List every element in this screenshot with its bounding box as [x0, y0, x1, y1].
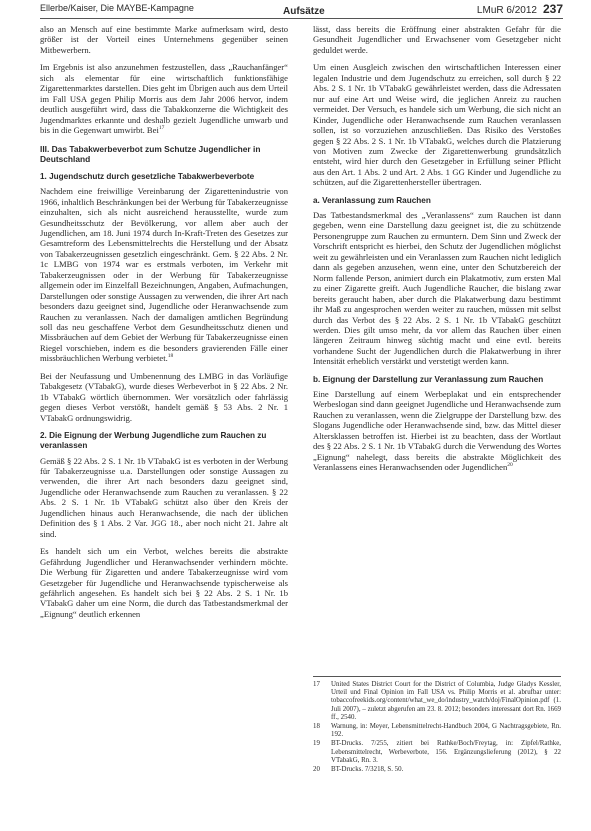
paragraph-text: Im Ergebnis ist also anzunehmen festzustellen, dass „Rauchanfänger“ sich als elementar für eine wirtschaftlich funktionsfähige Zigarettenmarktes darstellen. Dies geht im Übrigen auch aus dem Urteil im Fall USA gegen Philip Morris aus dem Jahr 2006 hervor, indem deutlich ausgeführt wird, dass die Tabakkonzerne die Wichtigkeit des Jugendmarktes erkannte und deshalb gezielt Jugendliche umwarb und bis in die Gegenwart umwirbt. Bei — [40, 62, 288, 136]
journal-issue: LMuR 6/2012 — [476, 5, 537, 16]
footnote-text: BT-Drucks. 7/255, zitiert bei Rathke/Boch/Freytag, in: Zipfel/Rathke, Lebensmittelrecht, Werbeverbote, 156. Ergänzungslieferung (2012), § 22 VTabakG, Rn. 3. — [331, 740, 561, 764]
footnote-number: 20 — [313, 766, 320, 774]
running-header-section: Aufsätze — [283, 6, 325, 17]
paragraph — [40, 371, 288, 423]
paragraph — [40, 62, 288, 135]
paragraph — [40, 186, 288, 364]
footnote-number: 18 — [313, 723, 320, 731]
footnote — [313, 681, 561, 722]
subsection-heading — [313, 375, 561, 385]
footnote-marker[interactable]: 20 — [507, 462, 513, 469]
subsection-heading — [40, 172, 288, 182]
paragraph — [40, 24, 288, 55]
right-column — [313, 24, 561, 475]
paragraph-text: Um einen Ausgleich zwischen den wirtschaftlichen Interessen einer legalen Industrie und dem Jugendschutz zu erreichen, soll durch § 22 Abs. 2 S. 1 Nr. 1b VTabakG gewährleistet werden, dass die Adressaten nur auf eine Art und Weise wird, die jeglichen Anreiz zu rauchen vermeidet. Der Versuch, es handele sich um Werbung, die sich nicht an Kinder, Jugendliche oder Heranwachsende zum Rauchen veranlassen sollen, ist so vorzuziehen anzuschließen. Das Risiko des Verstoßes gegen § 22 Abs. 2 S. 1 Nr. 1b VTabakG, welches durch die Platzierung von Motiven zum Zwecke der Zigarettenwerbung grundsätzlich entsteht, wird hier durch den Gesetzgeber in Erfüllung seiner Pflicht aus den Art. 1 Abs. 2 und Art. 2 Abs. 1 GG Kinder und Jugendliche zu schützen, auf die Zigarettenhersteller übertragen. — [313, 62, 561, 188]
paragraph-text: 2. Die Eignung der Werbung Jugendliche zum Rauchen zu veranlassen — [40, 431, 267, 451]
running-header-journal — [477, 2, 563, 16]
paragraph-text: Nachdem eine freiwillige Vereinbarung der Zigarettenindustrie von 1966, inhaltlich Beschränkungen bei der Werbung für Tabakerzeugnisse einzuhalten, sich als nicht ausreichend herausstellte, wurde zum Gesundheitsschutz der Bevölkerung, vor allem aber auch der Jugendlichen, am 18. Juni 1974 durch In-Kraft-Treten des Gesetzes zur Gesamtreform des Lebensmittelrechts die Herstellung und der Absatz von Tabakerzeugnissen gesetzlich eingeschränkt. Gem. § 22 Abs. 2 Nr. 1c LMBG von 1974 war es erstmals verboten, im Verkehr mit Tabakerzeugnissen oder in der Werbung für Tabakerzeugnisse allgemein oder im Einzelfall Bezeichnungen, Angaben, Aufmachungen, Darstellungen oder sonstige Aussagen zu verwenden, die ihrer Art nach besonders dazu geeignet sind, Jugendliche oder Heranwachsende zum Rauchen zu veranlassen. Nach der damaligen amtlichen Begründung soll das neu geschaffene Verbot dem Gesundheitsschutz dienen und Missbräuchen auf dem Gebiet der Werbung für Tabakerzeugnisse einen Riegel vorschieben, indem es die besonders gravierenden Fälle einer missbräuchlichen Werbung verbietet. — [40, 186, 288, 364]
page-number: 237 — [542, 2, 563, 16]
footnote — [313, 766, 561, 774]
paragraph-text: Es handelt sich um ein Verbot, welches bereits die abstrakte Gefährdung Jugendlicher und Heranwachsender verhindern möchte. Die Werbung für Zigaretten und andere Tabakerzeugnisse wird vom Gesetzgeber für Jugendliche und Heranwachsende typischerweise als gefährlich angesehen. Es handelt sich bei § 22 Abs. 2 S. 1 Nr. 1b VTabakG daher um eine Norm, die durch das Tatbestandsmerkmal der „Eignung“ deutlich erkennen — [40, 546, 288, 619]
paragraph-text: Eine Darstellung auf einem Werbeplakat und ein entsprechender Werbeslogan sind dann geeignet Jugendliche und Heranwachsende zum Rauchen zu veranlassen, wenn die Zielgruppe der Darstellung bzw. des Slogans Jugendliche oder Heranwachsende sind, bzw. das Mittel dieser Altersklassen betroffen ist. Hierbei ist zu beachten, dass der Wortlaut des § 22 Abs. 2 S. 1 Nr. 1b VTabakG durch die Verwendung des Wortes „Eignung“ nahelegt, dass bereits die abstrakte Möglichkeit des Veranlassens eines Heranwachsenden oder Jugendlichen — [313, 389, 561, 473]
paragraph-text: III. Das Tabakwerbeverbot zum Schutze Jugendlicher in Deutschland — [40, 143, 261, 164]
footnote-text: United States District Court for the District of Columbia, Judge Gladys Kessler, Urteil und Final Opinion im Fall USA vs. Philip Morris et al. abrufbar unter: tobaccofreekids.org/content/what_we_do/industry_watch/doj/FinalOpinion.pdf (1. Juli 2007), – zuletzt abgerufen am 23. 8. 2012; besonders interessant dort Rn. 1669 ff., 2540. — [331, 681, 561, 721]
header-rule — [40, 18, 563, 19]
footnote-marker[interactable]: 18 — [167, 353, 174, 360]
section-heading — [40, 144, 288, 164]
paragraph — [313, 210, 561, 367]
running-header-authors: Ellerbe/Kaiser, Die MAYBE-Kampagne — [40, 3, 194, 13]
subsection-heading — [313, 196, 561, 206]
footnote-number: 17 — [313, 681, 320, 688]
paragraph — [40, 456, 288, 540]
footnote — [313, 723, 561, 739]
subsection-heading — [40, 431, 288, 451]
paragraph-text: lässt, dass bereits die Eröffnung einer abstrakten Gefahr für die Gesundheit Jugendlicher und Erwachsener vom Gesetzgeber nicht geduldet werde. — [313, 24, 561, 55]
paragraph — [40, 546, 288, 619]
paragraph-text: Das Tatbestandsmerkmal des „Veranlassens“ zum Rauchen ist dann gegeben, wenn eine Darstellung dazu geeignet ist, die zu schützende Personengruppe zum Rauchen zu ermuntern. Dem Sinn und Zweck der Vorschrift entspricht es hierbei, den Schutz der Jugendlichen möglichst weit zu gewährleisten und ein Veranlassen zum Rauchen nicht lediglich dann als gegeben anzusehen, wenn eine, unter den Schutzbereich der Norm fallende Person, animiert durch ein Plakatmotiv, zum ersten Mal zu einer Zigarette greift. Auch Jugendliche Raucher, die bislang zwar bereits geraucht haben, aber durch die Plakatwerbung dazu bestimmt ihr Maß zu angesprochen werden weiter zu rauchen, müssen mit selbst durch das Verbot des § 22 Abs. 2 S. 1 Nr. 1b VTabakG geschützt werden. Dies gilt umso mehr, da vor allem das Rauchen über einen längeren Zeitraum hinweg süchtig macht und eine evtl. bereits vorhandene Sucht der Jugendlichen durch die Plakatwerbung in ihrer Intensität erheblich verstärkt und verstetigt werden kann. — [313, 210, 561, 367]
footnote-number: 19 — [313, 740, 320, 748]
paragraph — [313, 62, 561, 187]
left-column — [40, 24, 288, 622]
footnotes — [313, 676, 561, 775]
paragraph-text: Bei der Neufassung und Umbenennung des LMBG in das Vorläufige Tabakgesetz (VTabakG), wurde dieses Werbeverbot in § 22 Abs. 2 Nr. 1b VTabakG wörtlich übernommen. Wer vorsätzlich oder fahrlässig gegen dieses Verbot verstößt, handelt gemäß § 53 Abs. 2 Nr. 1 VTabakG ordnungswidrig. — [40, 370, 288, 423]
footnote-text: BT-Drucks. 7/3218, S. 50. — [331, 766, 404, 774]
paragraph-text: a. Veranlassung zum Rauchen — [313, 195, 431, 205]
paragraph-text: b. Eignung der Darstellung zur Veranlassung zum Rauchen — [313, 374, 544, 384]
paragraph — [313, 389, 561, 473]
footnote — [313, 740, 561, 765]
footnote-marker[interactable]: 17 — [158, 125, 165, 132]
paragraph — [313, 24, 561, 55]
running-header — [40, 0, 563, 20]
paragraph-text: 1. Jugendschutz durch gesetzliche Tabakwerbeverbote — [40, 171, 255, 181]
footnote-text: Warnung, in: Meyer, Lebensmittelrecht-Handbuch 2004, G Nachtragsgebiete, Rn. 192. — [331, 723, 561, 739]
paragraph-text: Gemäß § 22 Abs. 2 S. 1 Nr. 1b VTabakG ist es verboten in der Werbung für Tabakerzeugnisse u.a. Darstellungen oder sonstige Aussagen zu verwenden, die ihrer Art nach besonders dazu geeignet sind, Jugendliche oder Heranwachsende zum Rauchen zu veranlassen. § 22 Abs. 2 S. 1 Nr. 1b VTabakG schützt also über den Kreis der Jugendlichen hinaus auch Heranwachsende, die nach der üblichen Definition des § 1 Abs. 2 Var. JGG 18., aber noch nicht 21. Jahre alt sind. — [40, 455, 288, 539]
paragraph-text: also an Mensch auf eine bestimmte Marke aufmerksam wird, desto größer ist der Vorteil eines Unternehmens gegenüber seinen Mitbewerbern. — [40, 24, 288, 55]
